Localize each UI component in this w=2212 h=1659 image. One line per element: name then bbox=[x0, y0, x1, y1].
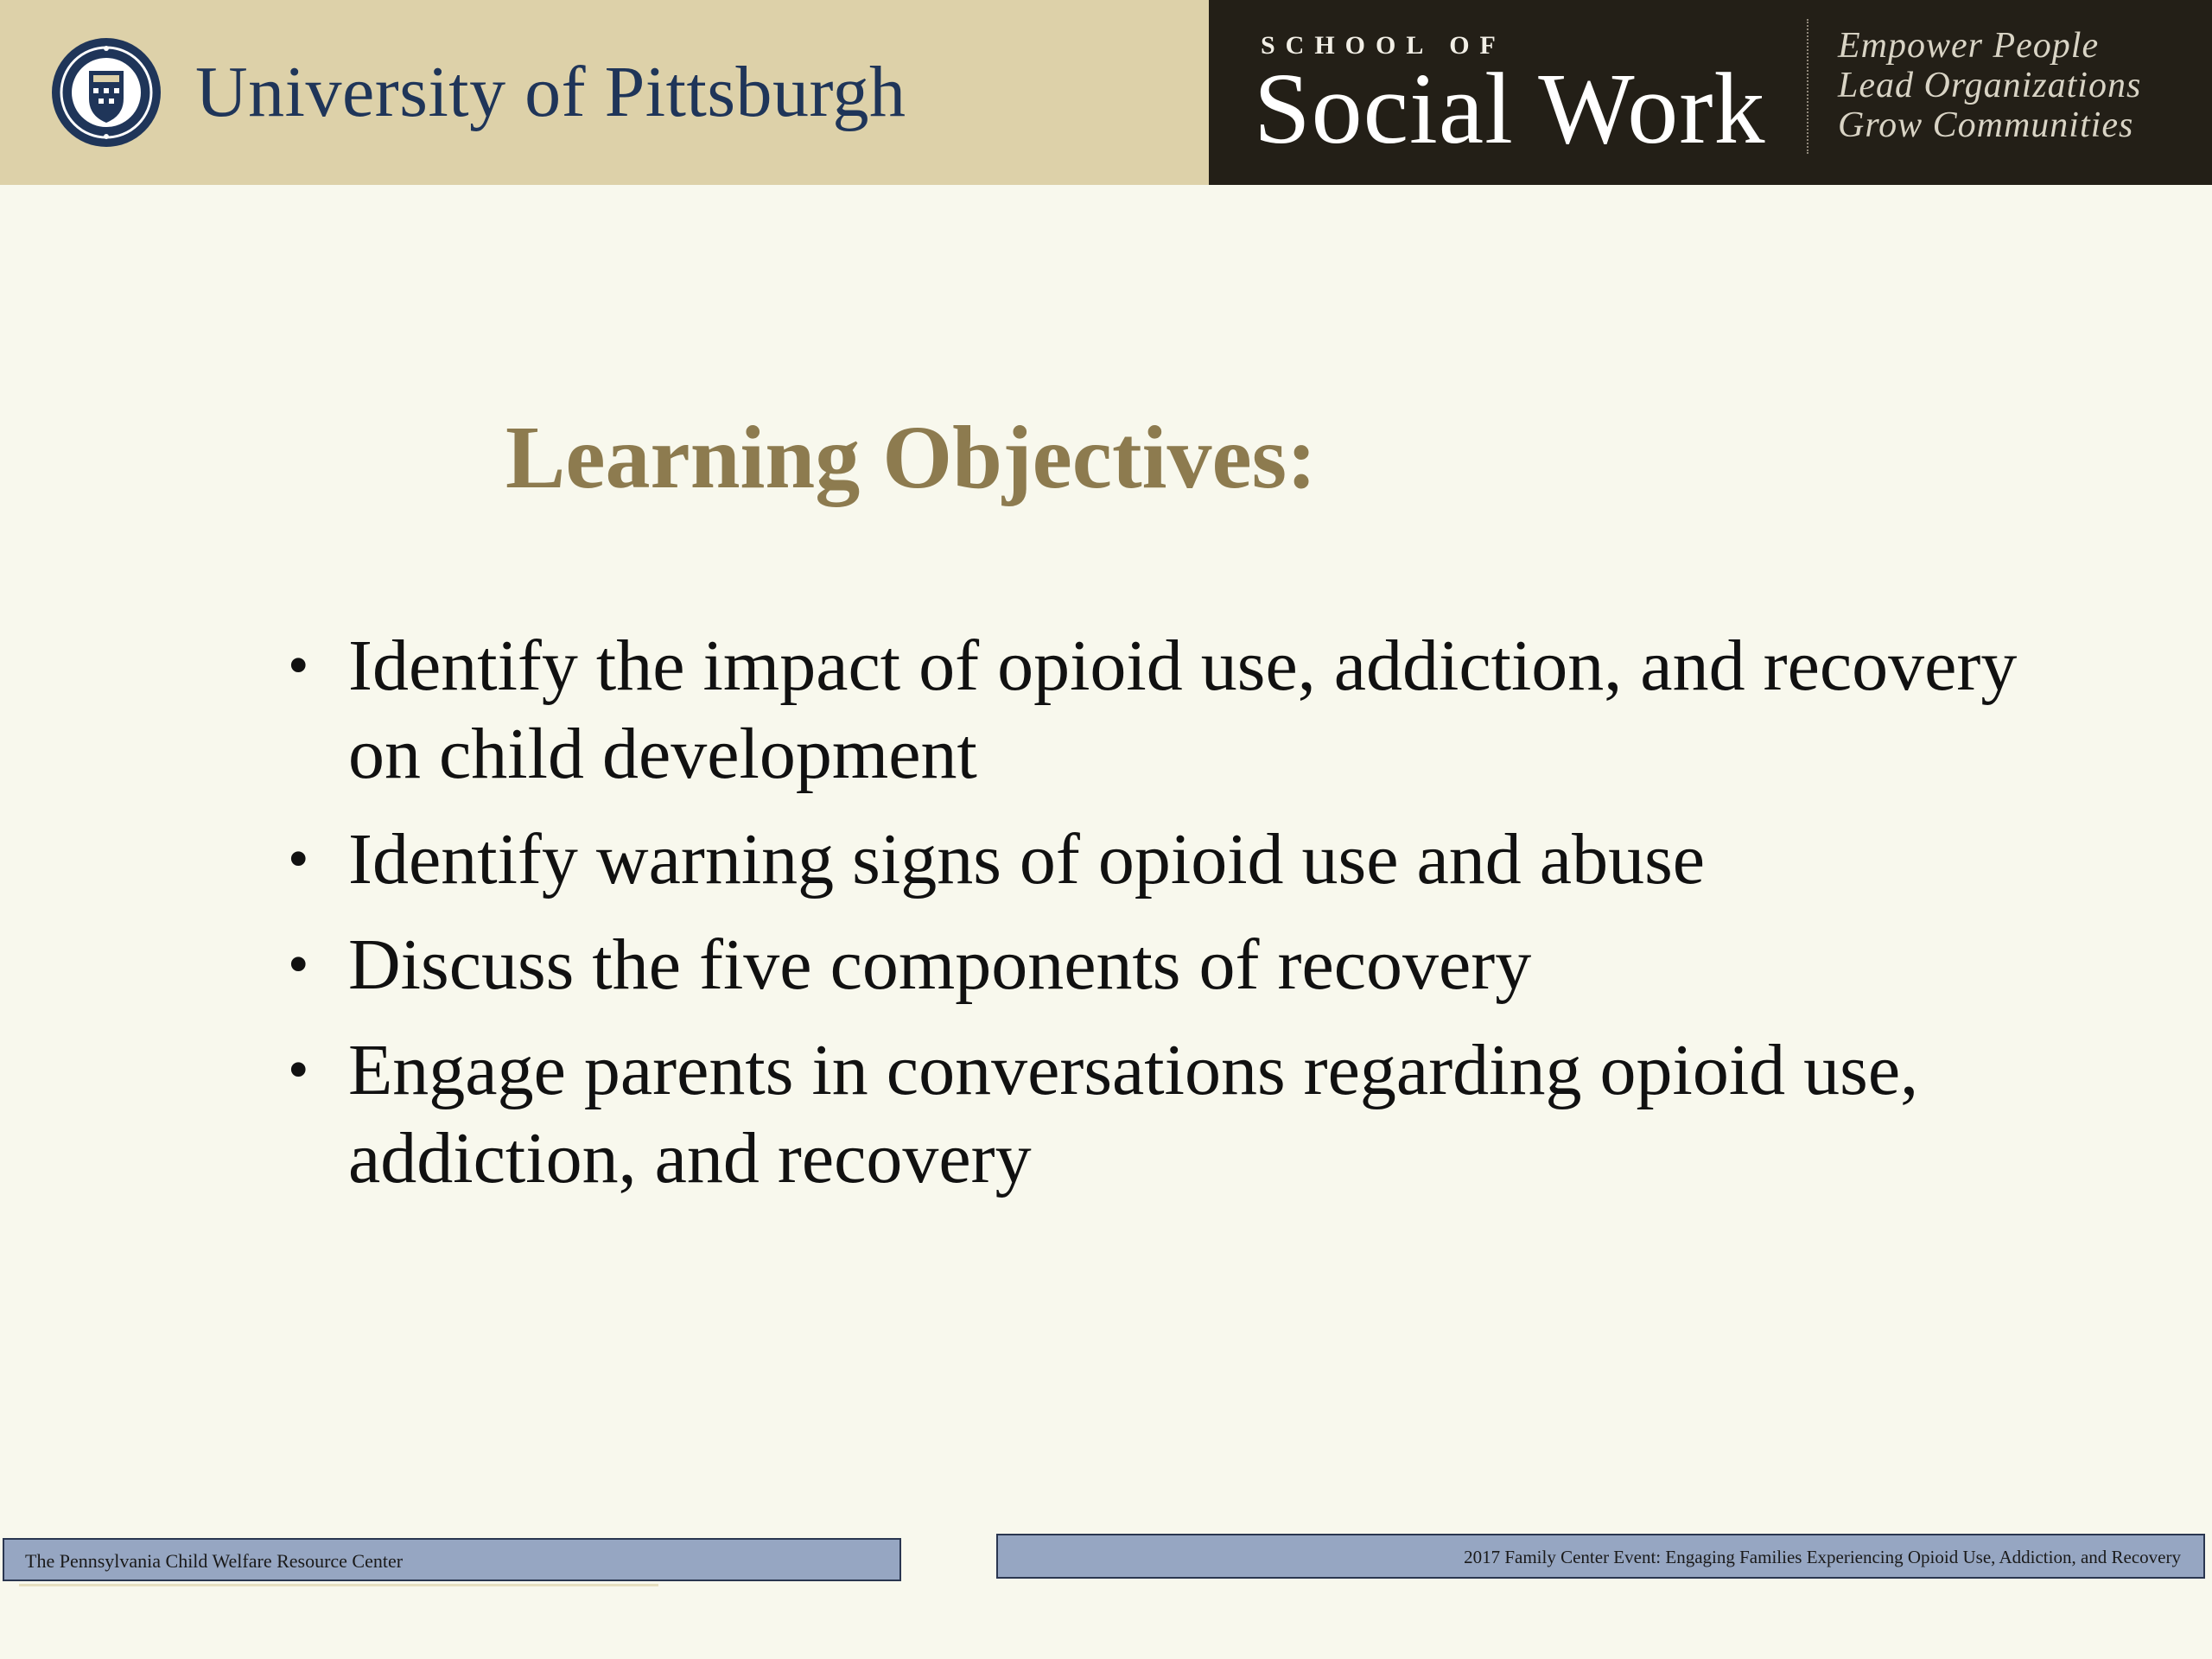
footer-underline bbox=[19, 1584, 658, 1586]
header-divider bbox=[1807, 19, 1808, 154]
objective-text: Identify warning signs of opioid use and abuse bbox=[348, 819, 1706, 899]
university-seal-icon bbox=[50, 36, 162, 149]
slide-title: Learning Objectives: bbox=[505, 408, 1317, 507]
footer-right-text: 2017 Family Center Event: Engaging Families Experiencing Opioid Use, Addiction, and Recovery bbox=[1464, 1547, 2181, 1567]
objective-text: Identify the impact of opioid use, addiction, and recovery on child development bbox=[348, 626, 2018, 794]
bullet-icon: • bbox=[288, 931, 309, 998]
list-item bbox=[281, 1027, 2044, 1203]
header-banner-left bbox=[0, 0, 1209, 185]
bullet-icon: • bbox=[288, 632, 309, 699]
tagline: Empower People bbox=[1838, 26, 2100, 66]
header-banner-right bbox=[1209, 0, 2212, 185]
university-name: University of Pittsburgh bbox=[195, 52, 906, 132]
school-of-label: SCHOOL OF bbox=[1261, 31, 1506, 60]
footer-left-box bbox=[3, 1538, 901, 1581]
tagline: Lead Organizations bbox=[1838, 66, 2142, 105]
objective-text: Discuss the five components of recovery bbox=[348, 925, 1532, 1005]
objectives-list bbox=[281, 622, 2044, 1220]
bullet-icon: • bbox=[288, 826, 309, 893]
list-item bbox=[281, 921, 2044, 1009]
list-item bbox=[281, 816, 2044, 904]
footer-right-box bbox=[996, 1534, 2205, 1579]
bullet-icon: • bbox=[288, 1037, 309, 1103]
taglines bbox=[1838, 26, 2141, 145]
footer-left-text: The Pennsylvania Child Welfare Resource Center bbox=[25, 1550, 404, 1572]
list-item bbox=[281, 622, 2044, 798]
tagline: Grow Communities bbox=[1838, 105, 2134, 145]
school-name: Social Work bbox=[1254, 52, 1766, 165]
objective-text: Engage parents in conversations regarding opioid use, addiction, and recovery bbox=[348, 1030, 1919, 1198]
